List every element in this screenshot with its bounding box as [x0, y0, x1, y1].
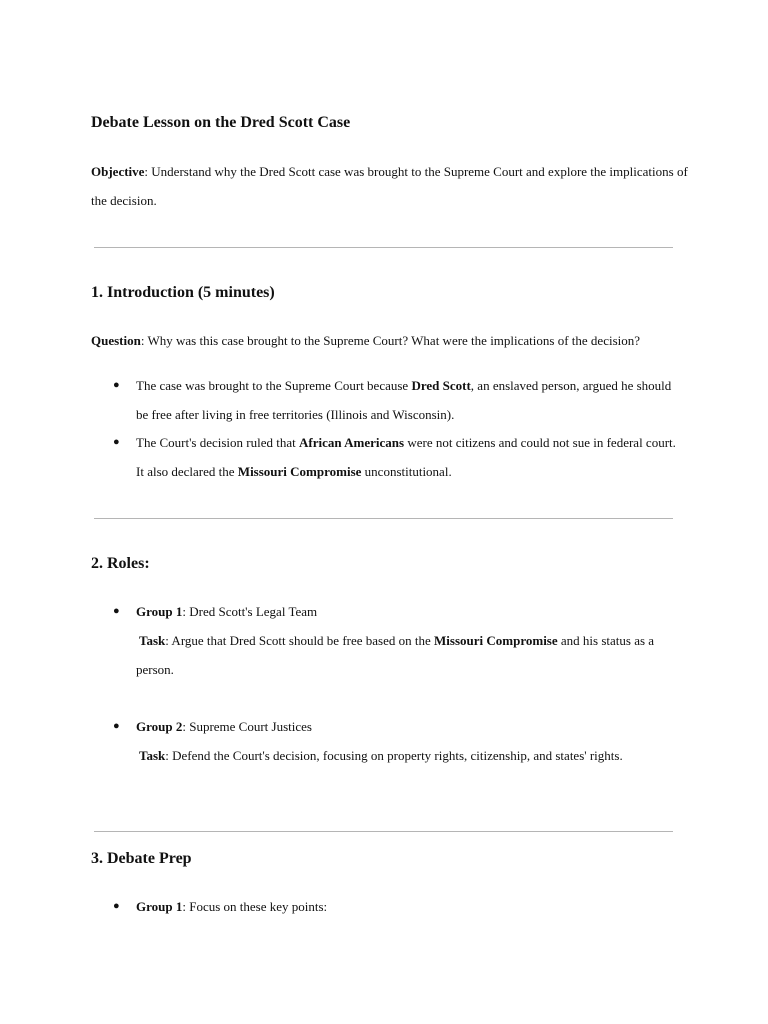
objective-text: : Understand why the Dred Scott case was brought to the Supreme Court and explore the implications of the decision. [91, 164, 688, 208]
document-title: Debate Lesson on the Dred Scott Case [91, 114, 351, 131]
objective-label: Objective [91, 164, 145, 179]
list-item-group-1: Group 1: Focus on these key points: [136, 899, 328, 914]
list-item: The Court's decision ruled that African Americans were not citizens and could not sue in federal court. It also declared the Missouri Compromise unconstitutional. [136, 435, 676, 479]
bullet-icon: ● [113, 436, 120, 448]
objective-paragraph [91, 157, 691, 215]
section-heading-roles: 2. Roles: [91, 555, 150, 572]
question-label: Question [91, 333, 141, 348]
bullet-icon: ● [113, 900, 120, 912]
task-paragraph: Task: Defend the Court's decision, focusing on property rights, citizenship, and states' rights. [139, 748, 623, 763]
question-paragraph [91, 326, 691, 355]
section-heading-introduction: 1. Introduction (5 minutes) [91, 284, 275, 301]
bullet-icon: ● [113, 720, 120, 732]
bullet-icon: ● [113, 379, 120, 391]
list-item-group-1: Group 1: Dred Scott's Legal Team [136, 604, 318, 619]
section-divider [94, 518, 673, 519]
question-text: : Why was this case brought to the Supreme Court? What were the implications of the decision? [140, 333, 641, 348]
list-item: The case was brought to the Supreme Court because Dred Scott, an enslaved person, argued he should be free after living in free territories (Illinois and Wisconsin). [136, 378, 672, 422]
section-heading-debate-prep: 3. Debate Prep [91, 850, 192, 867]
section-divider [94, 831, 673, 832]
task-paragraph: Task: Argue that Dred Scott should be free based on the Missouri Compromise and his status as a person. [136, 633, 655, 677]
list-item-group-2: Group 2: Supreme Court Justices [136, 719, 312, 734]
bullet-icon: ● [113, 605, 120, 617]
section-divider [94, 247, 673, 248]
